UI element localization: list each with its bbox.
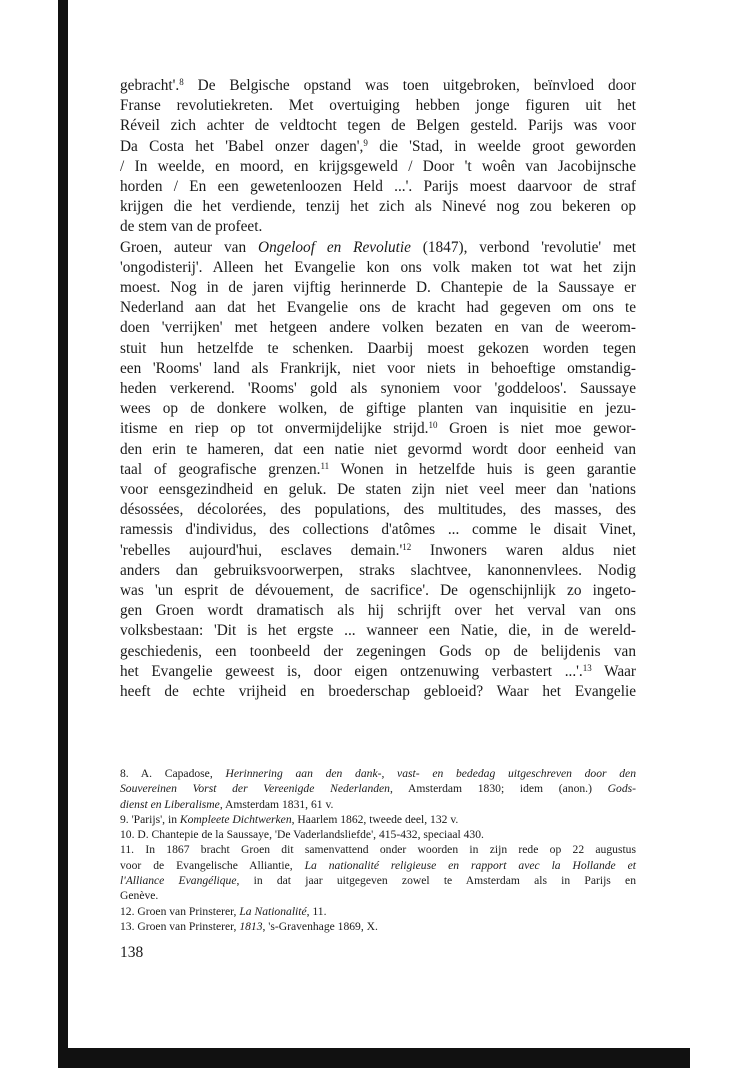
text-line: gen Groen wordt dramatisch als hij schrijft over het verval van ons [120, 602, 636, 620]
text-line: stuit hun hetzelfde te schenken. Daarbij moest gekozen worden tegen [120, 339, 636, 357]
footnote-ref-8[interactable]: 8 [179, 77, 184, 87]
text-line: Réveil zich achter de veldtocht tegen de Belgen gesteld. Parijs was voor [120, 117, 636, 135]
text-line: 'ongodisterij'. Alleen het Evangelie kon ons volk maken tot wat het zijn [120, 258, 636, 276]
footnote-9: 9. 'Parijs', in Kompleete Dichtwerken, Haarlem 1862, tweede deel, 132 v. [120, 812, 459, 826]
text-line: Groen, auteur van Ongeloof en Revolutie (1847), verbond 'revolutie' met [120, 238, 636, 256]
text-line: 'rebelles aujourd'hui, esclaves $demain.'^{12}$ Inwoners waren aldus niet [120, 541, 636, 559]
footnote-ref-13[interactable]: 13 [582, 662, 592, 673]
text-line: Nederland aan dat het Evangelie ons de kracht had gegeven om ons te [120, 299, 636, 317]
page-number: 138 [120, 944, 144, 961]
text-line: anders dan gebruiksvoorwerpen, straks slachtvee, kanonnenvlees. Nodig [120, 561, 636, 579]
footnote-8: 8. A. Capadose, Herinnering aan den dank-, vast- en bededag uitgeschreven door den [120, 767, 636, 780]
footnote-11: 11. In 1867 bracht Groen dit samenvattend onder woorden in zijn rede op 22 augustus [120, 843, 636, 857]
footnote-11-cont: l'Alliance Evangélique, in dat jaar uitgegeven zowel te Amsterdam als in Parijs en [120, 874, 636, 888]
text-line: horden / En een gewetenloozen Held ...'. Parijs moest daarvoor de straf [120, 178, 636, 196]
scan-border-left [58, 0, 68, 1068]
text-line: / In weelde, en moord, en krijgsgeweld / Door 't woên van Jacobijnsche [120, 157, 636, 175]
text-line: ramessis d'individus, des collections d'atômes ... comme le disait Vinet, [120, 521, 636, 539]
footnote-10: 10. D. Chantepie de la Saussaye, 'De Vaderlandsliefde', 415-432, speciaal 430. [120, 828, 484, 842]
text-line: itisme en riep op tot onvermijdelijke strijd.$^{10}$ Groen is niet moe gewor- [120, 420, 637, 438]
text-line: was 'un esprit de dévouement, de sacrifice'. De ogenschijnlijk zo ingeto- [120, 582, 636, 600]
text-line: geschiedenis, een toonbeeld der zegeningen Gods op de belijdenis van [120, 642, 636, 660]
text-line: krijgen die het verdiende, tenzij het zich als Ninevé nog zou bekeren op [120, 198, 636, 216]
text-line: volksbestaan: 'Dit is het ergste ... wanneer een Natie, die, in de wereld- [120, 622, 636, 640]
footnote-13: 13. Groen van Prinsterer, 1813, 's-Gravenhage 1869, X. [120, 919, 378, 933]
text-line: het Evangelie geweest is, door eigen ontzenuwing verbastert ...'.$^{13}$ Waar [120, 662, 636, 680]
footnote-8-cont: Souvereinen Vorst der Vereenigde Nederlanden, Amsterdam 1830; idem (anon.) Gods- [120, 782, 636, 796]
text-line: désossées, décolorées, des populations, des multitudes, des masses, des [120, 501, 636, 519]
text-line: een 'Rooms' land als Frankrijk, niet voor niets in behoeftige omstandig- [120, 359, 636, 377]
text-line: doen 'verrijken' met hetgeen andere volken bezaten en van de weerom- [120, 319, 636, 337]
text-line: heden verkerend. 'Rooms' gold als synoniem voor 'goddeloos'. Saussaye [120, 380, 636, 398]
footnotes [120, 766, 636, 934]
text-line: voor eensgezindheid en geluk. De staten zijn niet veel meer dan 'nations [120, 481, 636, 499]
text-line: Franse revolutiekreten. Met overtuiging hebben jonge figuren uit het [120, 97, 636, 115]
text-line: den erin te hameren, dat een natie niet gevormd wordt door eenheid van [120, 440, 636, 458]
text-line: moest. Nog in de jaren vijftig herinnerde D. Chantepie de la Saussaye er [120, 279, 636, 297]
footnote-12: 12. Groen van Prinsterer, La Nationalité, 11. [120, 904, 327, 918]
scan-border-bottom [58, 1048, 690, 1068]
text-line: wees op de donkere wolken, de giftige planten van inquisitie en jezu- [120, 400, 636, 418]
text-line: Da Costa het 'Babel onzer dagen',$^9$ die 'Stad, in weelde groot geworden [120, 137, 636, 155]
footnote-ref-10[interactable]: 10 [428, 420, 438, 431]
text-line: taal of geografische grenzen.$^{11}$ Wonen in hetzelfde huis is geen garantie [120, 460, 636, 478]
footnote-ref-9[interactable]: 9 [363, 137, 368, 148]
text-line: gebracht'.$^8$ De Belgische opstand was toen uitgebroken, beïnvloed door [120, 77, 636, 94]
body-text [120, 76, 636, 702]
text-line: de stem van de profeet. [120, 218, 263, 236]
text-line: heeft de echte vrijheid en broederschap gebloeid? Waar het Evangelie [120, 683, 636, 701]
footnote-ref-12[interactable]: 12 [402, 541, 412, 552]
footnote-11-cont: Genève. [120, 889, 159, 903]
footnote-ref-11[interactable]: 11 [320, 460, 330, 471]
footnote-8-cont: dienst en Liberalisme, Amsterdam 1831, 61 v. [120, 797, 334, 811]
footnote-11-cont: voor de Evangelische Alliantie, La nationalité religieuse en rapport avec la Hollande et [120, 858, 636, 872]
